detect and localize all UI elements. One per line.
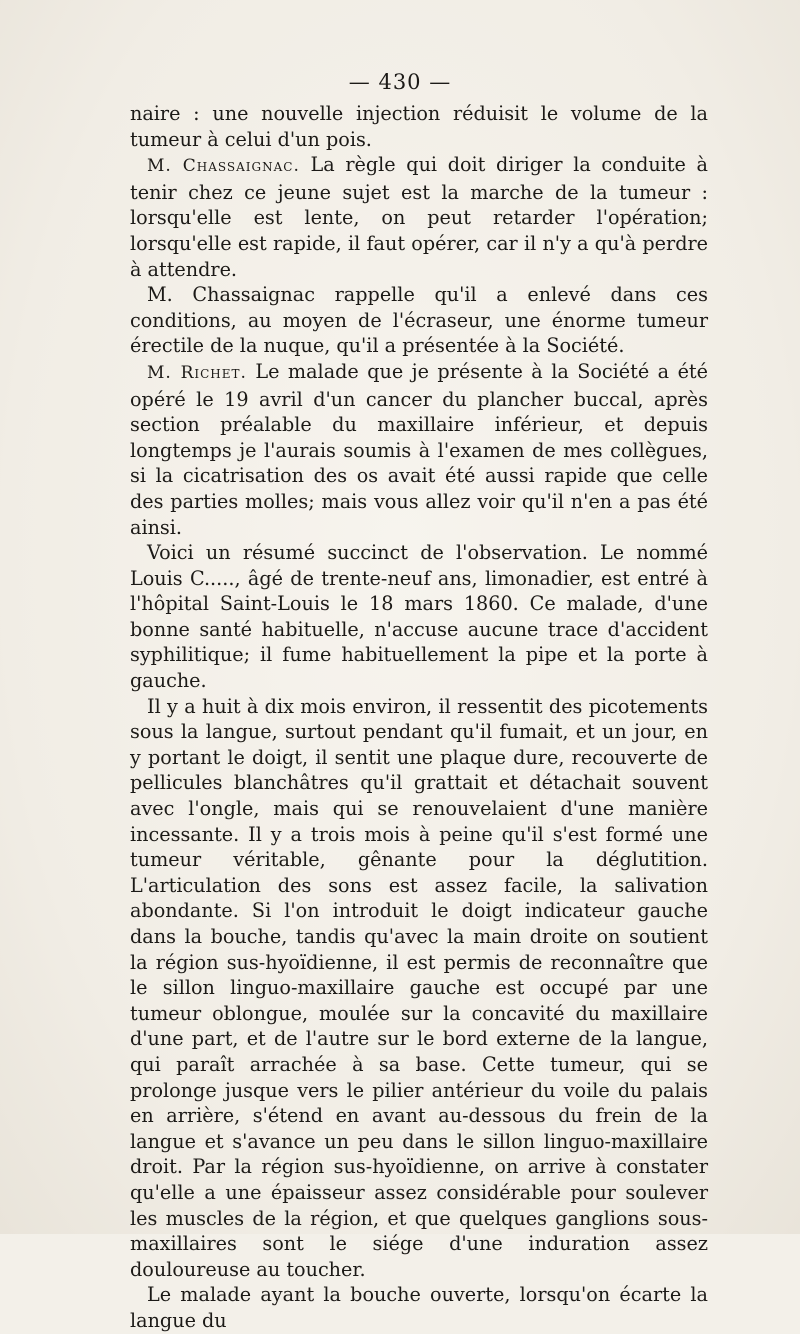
paragraph-2-text: La règle qui doit diriger la conduite à tenir chez ce jeune sujet est la marche de la tumeur : lorsqu'elle est lente, on peut retarder l'opération; lorsqu'elle est rapide, il faut opérer, car il n'y a qu'à perdre à attendre. xyxy=(130,153,708,281)
paragraph-5: Voici un résumé succinct de l'observation. Le nommé Louis C....., âgé de trente-neuf ans, limonadier, est entré à l'hôpital Saint-Louis le 18 mars 1860. Ce malade, d'une bonne santé habituelle, n'accuse aucune trace d'accident syphilitique; il fume habituellement la pipe et la porte à gauche. xyxy=(130,541,708,693)
body-text xyxy=(130,101,708,1334)
paragraph-1: naire : une nouvelle injection réduisit le volume de la tumeur à celui d'un pois. xyxy=(130,102,708,151)
paragraph-4-text: Le malade que je présente à la Société a été opéré le 19 avril d'un cancer du plancher buccal, après section préalable du maxillaire inférieur, et depuis longtemps je l'aurais soumis à l'examen de mes collègues, si la cicatrisation des os avait été aussi rapide que celle des parties molles; mais vous allez voir qu'il n'en a pas été ainsi. xyxy=(130,359,708,539)
paragraph-7: Le malade ayant la bouche ouverte, lorsqu'on écarte la langue du xyxy=(130,1283,708,1332)
paragraph-3: M. Chassaignac rappelle qu'il a enlevé dans ces conditions, au moyen de l'écraseur, une énorme tumeur érectile de la nuque, qu'il a présentée à la Société. xyxy=(130,283,708,358)
speaker-name: M. Richet. xyxy=(147,362,247,383)
speaker-name: M. Chassaignac. xyxy=(147,156,300,177)
page-number: — 430 — xyxy=(348,70,452,94)
paragraph-2 xyxy=(130,152,708,282)
paragraph-4 xyxy=(130,359,708,540)
paragraph-6: Il y a huit à dix mois environ, il ressentit des picotements sous la langue, surtout pendant qu'il fumait, et un jour, en y portant le doigt, il sentit une plaque dure, recouverte de pellicules blanchâtres qu'il grattait et détachait souvent avec l'ongle, mais qui se renouvelaient d'une manière incessante. Il y a trois mois à peine qu'il s'est formé une tumeur véritable, gênante pour la déglutition. L'articulation des sons est assez facile, la salivation abondante. Si l'on introduit le doigt indicateur gauche dans la bouche, tandis qu'avec la main droite on soutient la région sus-hyoïdienne, il est permis de reconnaître que le sillon linguo-maxillaire gauche est occupé par une tumeur oblongue, moulée sur la concavité du maxillaire d'une part, et de l'autre sur le bord externe de la langue, qui paraît arrachée à sa base. Cette tumeur, qui se prolonge jusque vers le pilier antérieur du voile du palais en arrière, s'étend en avant au-dessous du frein de la langue et s'avance un peu dans le sillon linguo-maxillaire droit. Par la région sus-hyoïdienne, on arrive à constater qu'elle a une épaisseur assez considérable pour soulever les muscles de la région, et que quelques ganglions sous-maxillaires sont le siége d'une induration assez douloureuse au toucher. xyxy=(130,694,708,1281)
